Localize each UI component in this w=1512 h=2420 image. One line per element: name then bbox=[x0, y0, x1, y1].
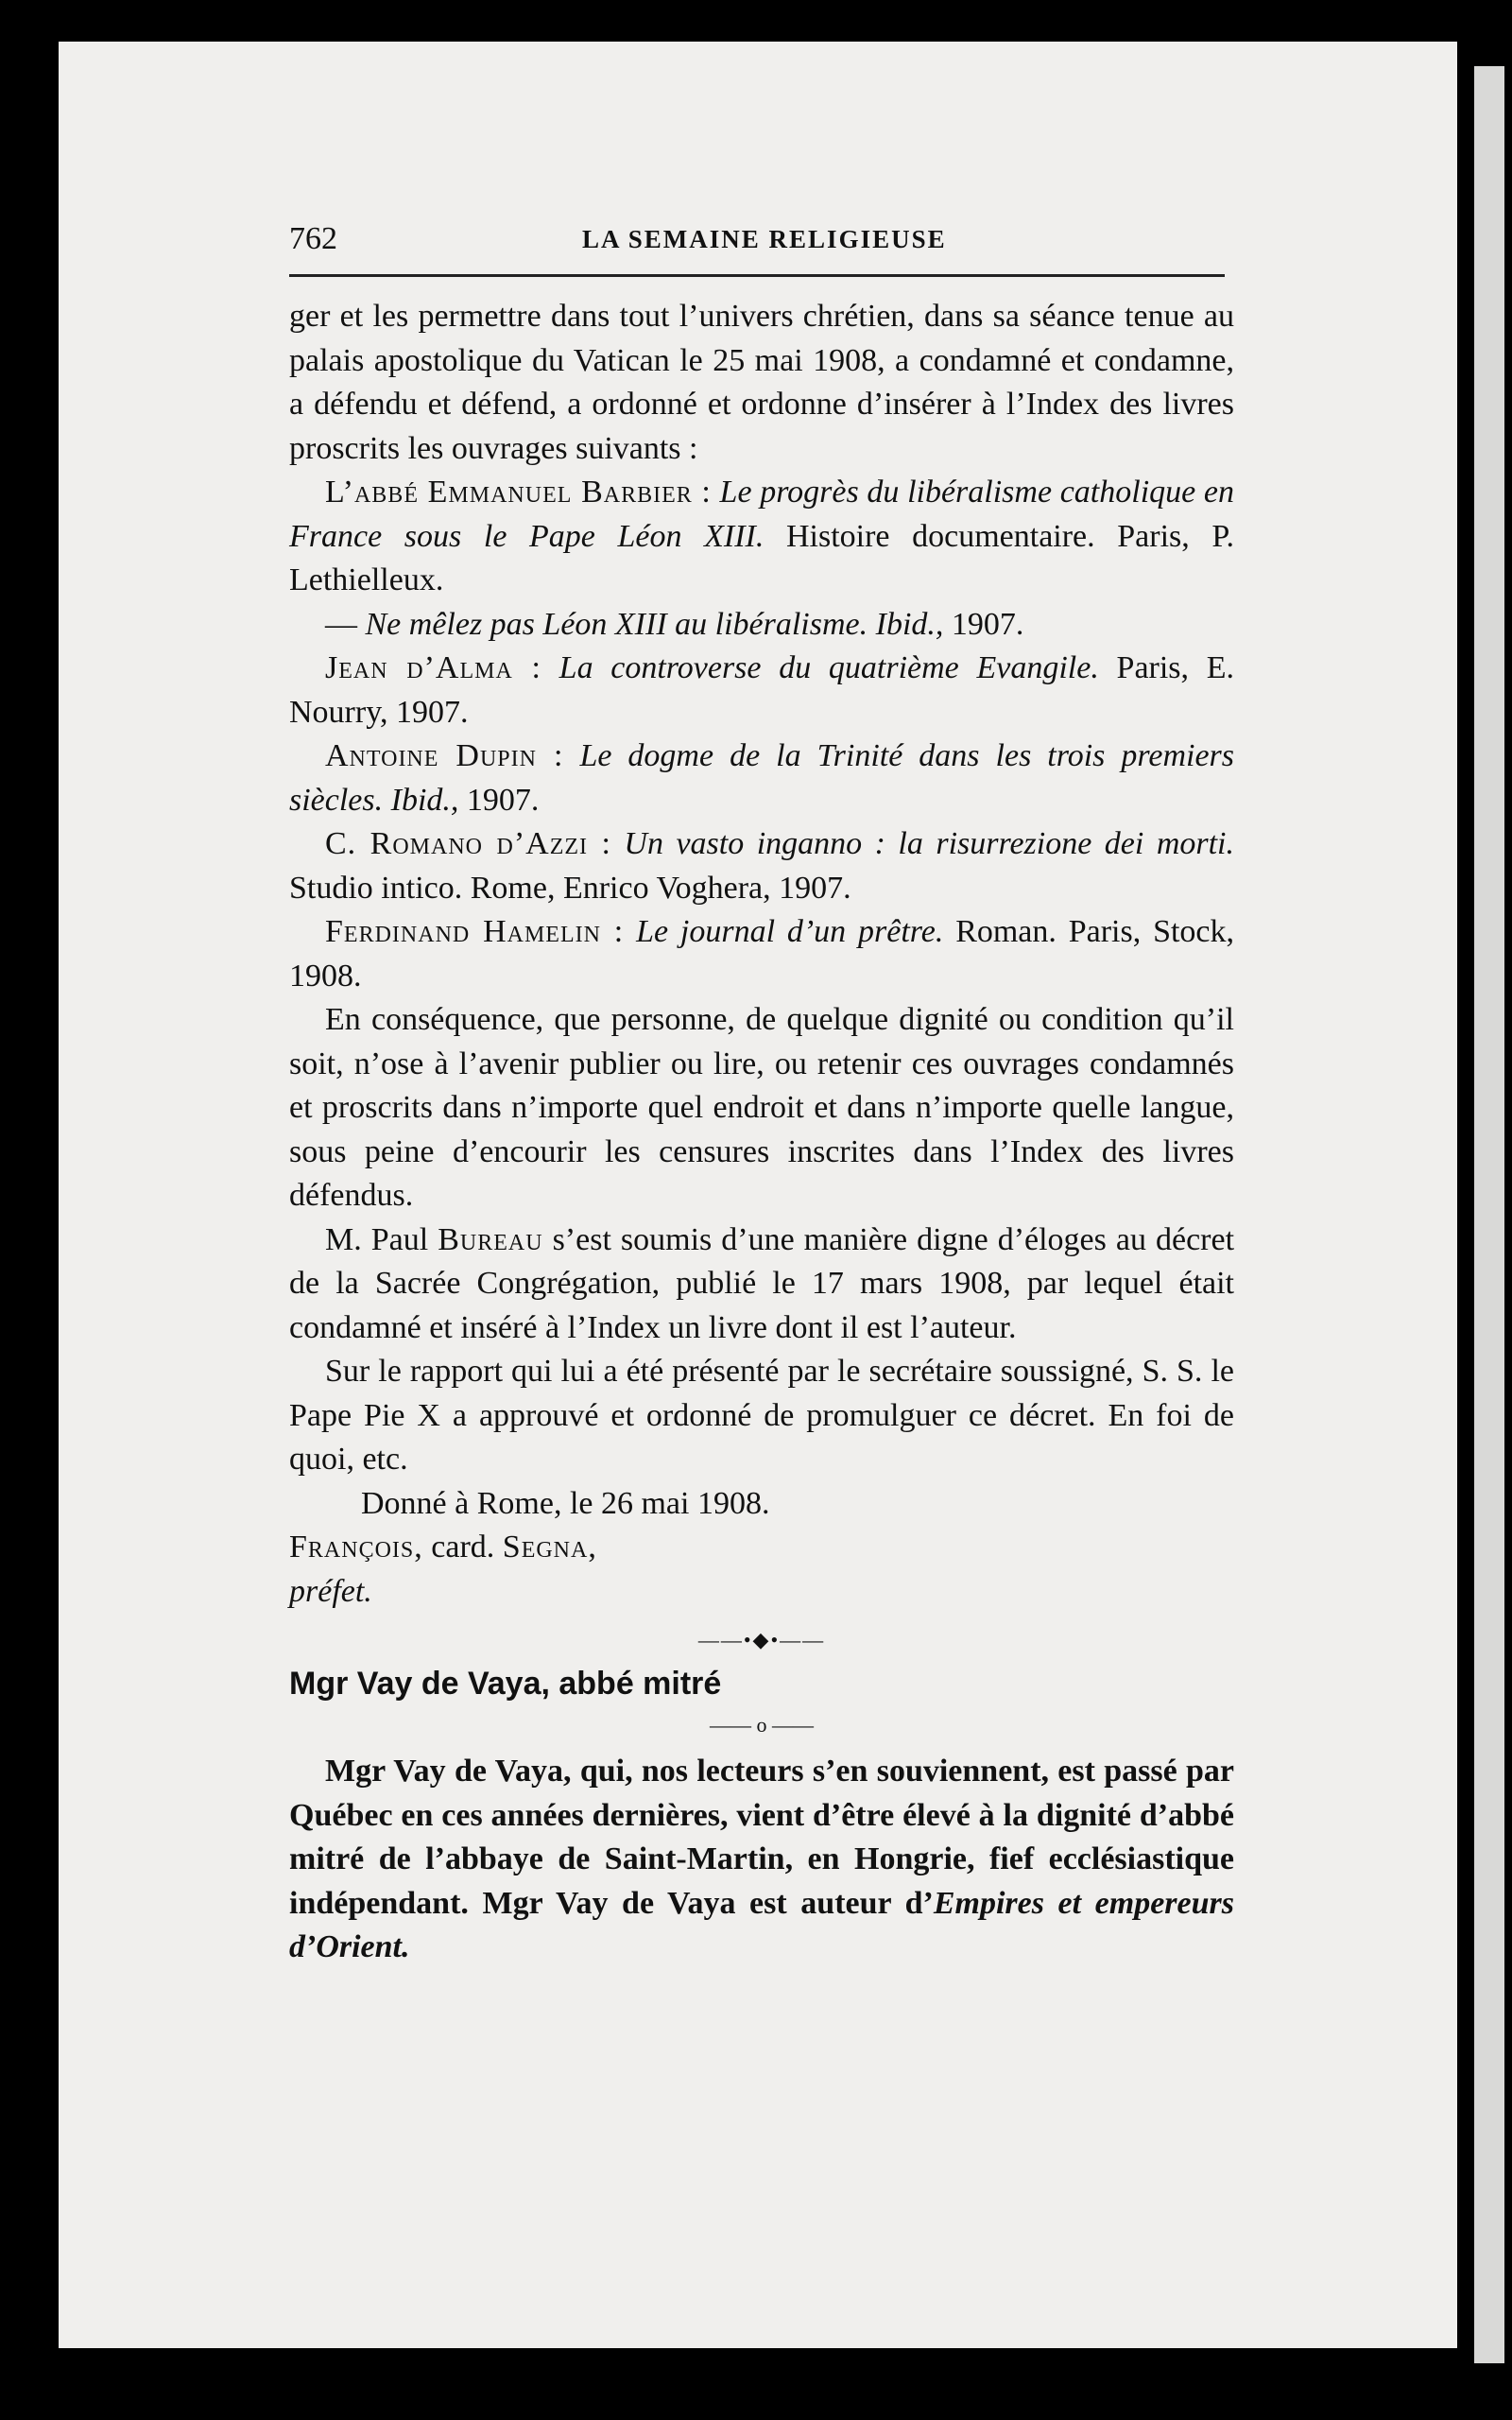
section-title: Mgr Vay de Vaya, abbé mitré bbox=[289, 1666, 722, 1702]
entry-title: Un vasto inganno : la risurrezione dei morti. bbox=[624, 826, 1234, 861]
decree-paragraph-2: En conséquence, que personne, de quelque dignité ou condition qu’il soit, n’ose à l’avenir publier ou lire, ou retenir ces ouvrages condamnés et proscrits dans n’importe quel endroit et dans n’importe quelle langue, sous peine d’encourir les censures inscrites dans l’Index des livres défendus. bbox=[289, 1002, 1234, 1213]
page-body bbox=[289, 295, 1234, 1970]
entry-title: La controverse du quatrième Evangile. bbox=[558, 650, 1099, 685]
given-at-rome: Donné à Rome, le 26 mai 1908. bbox=[361, 1485, 770, 1521]
page-header bbox=[289, 221, 1225, 278]
entry-author: L’abbé Emmanuel Barbier : bbox=[325, 475, 712, 510]
index-entry bbox=[289, 603, 1234, 648]
entry-title: Le progrès du libéralisme catholique en France sous le Pape Léon XIII. bbox=[289, 475, 1234, 554]
p3-name: Bureau bbox=[438, 1221, 543, 1257]
p3-rest: s’est soumis d’une manière digne d’éloges au décret de la Sacrée Congrégation, publié le 17 mars 1908, par lequel était condamné et inséré à l’Index un livre dont il est l’auteur. bbox=[289, 1221, 1235, 1345]
small-divider: —— o —— bbox=[710, 1713, 814, 1737]
entry-author: C. Romano d’Azzi : bbox=[325, 826, 611, 861]
decree-paragraph-1: ger et les permettre dans tout l’univers chrétien, dans sa séance tenue au palais apostolique du Vatican le 25 mai 1908, a condamné et condamne, a défendu et défend, a ordonné et ordonne d’insérer à l’Index des livres proscrits les ouvrages suivants : bbox=[289, 299, 1234, 466]
entry-details: 1907. bbox=[466, 782, 540, 818]
entry-details: Studio intico. Rome, Enrico Voghera, 1907. bbox=[289, 870, 851, 906]
p3-prefix: M. Paul bbox=[325, 1221, 429, 1257]
entry-author: Jean d’Alma : bbox=[325, 650, 541, 685]
signature-title: card. bbox=[431, 1530, 495, 1564]
entry-title: Le journal d’un prêtre. bbox=[636, 914, 944, 949]
decree-paragraph-4: Sur le rapport qui lui a été présenté par le secrétaire soussigné, S. S. le Pape Pie X a approuvé et ordonné de promulguer ce décret. En foi de quoi, etc. bbox=[289, 1354, 1234, 1477]
signature-role: préfet. bbox=[289, 1573, 372, 1609]
running-title: LA SEMAINE RELIGIEUSE bbox=[582, 225, 947, 253]
entry-details: Histoire documentaire. Paris, P. Lethielleux. bbox=[289, 518, 1235, 597]
entry-title: Ne mêlez pas Léon XIII au libéralisme. Ibid., bbox=[365, 606, 944, 642]
section-body-text: Mgr Vay de Vaya, qui, nos lecteurs s’en souviennent, est passé par Québec en ces années dernières, vient d’être élevé à la dignité d’abbé mitré de l’abbaye de Saint-Martin, en Hongrie, fief ecclésiastique indépendant. Mgr Vay de Vaya est auteur d’ bbox=[289, 1754, 1234, 1921]
decree-paragraph-3 bbox=[289, 1219, 1234, 1351]
next-page-edge bbox=[1474, 66, 1504, 2363]
section-book-title: Empires et empereurs d’Orient. bbox=[289, 1885, 1234, 1964]
entry-details: Paris, E. Nourry, 1907. bbox=[289, 650, 1235, 730]
signature-surname: Segna, bbox=[502, 1530, 597, 1564]
ornament-divider: ——•◆•—— bbox=[697, 1628, 826, 1651]
entry-author: — bbox=[325, 606, 357, 642]
entry-details: Roman. Paris, Stock, 1908. bbox=[289, 914, 1235, 994]
entry-author: Ferdinand Hamelin : bbox=[325, 914, 625, 949]
index-entry bbox=[289, 647, 1234, 735]
page-number: 762 bbox=[289, 221, 337, 256]
header-rule bbox=[289, 274, 1225, 277]
signature bbox=[289, 1526, 1234, 1570]
signature-name: François, bbox=[289, 1530, 423, 1564]
entry-details: 1907. bbox=[951, 606, 1024, 642]
section-body bbox=[289, 1750, 1234, 1970]
index-entry bbox=[289, 735, 1234, 822]
index-entry bbox=[289, 822, 1234, 910]
index-entry bbox=[289, 471, 1234, 603]
entry-author: Antoine Dupin : bbox=[325, 738, 564, 773]
index-entry bbox=[289, 910, 1234, 998]
entry-title: Le dogme de la Trinité dans les trois premiers siècles. Ibid., bbox=[289, 738, 1234, 818]
